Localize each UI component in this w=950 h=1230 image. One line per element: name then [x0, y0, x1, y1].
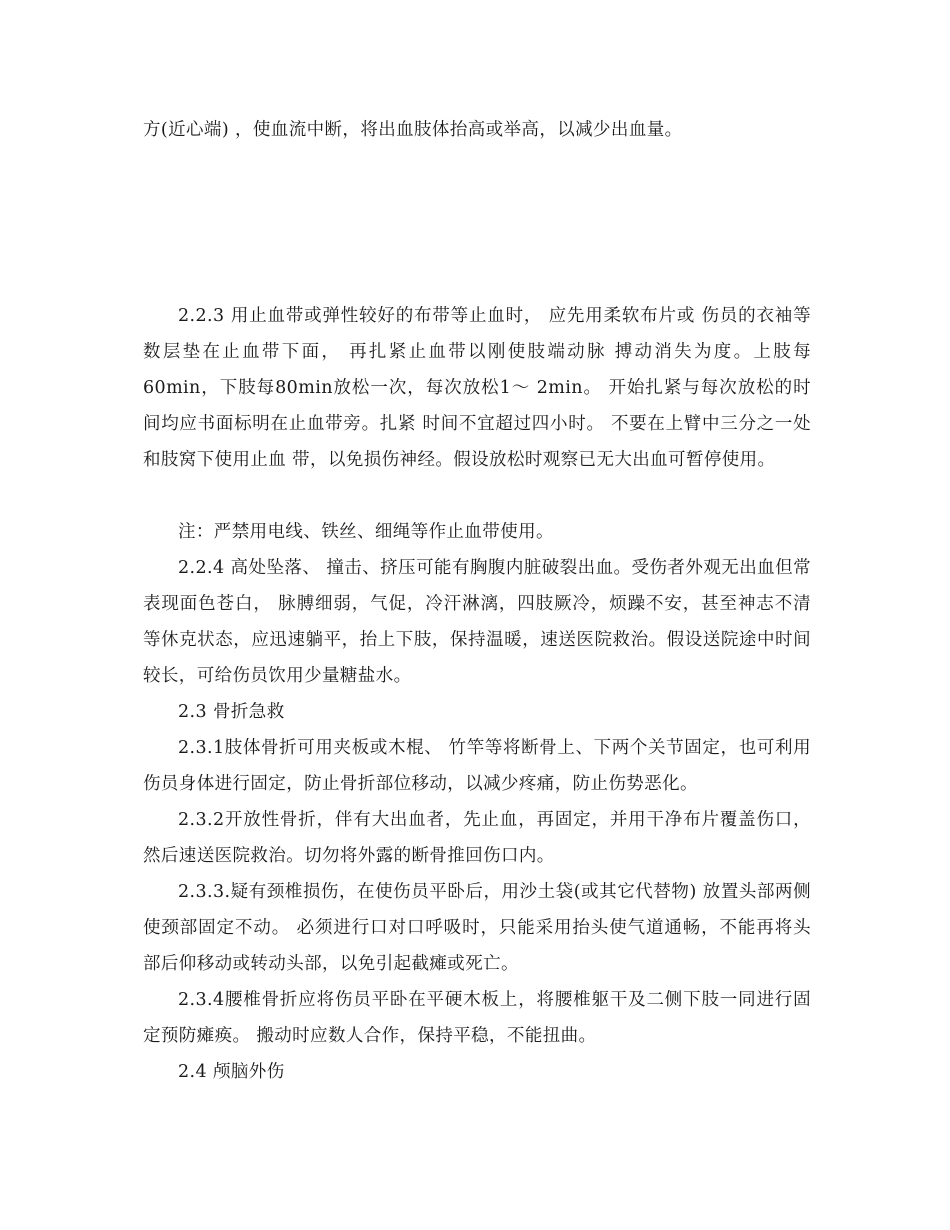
heading-2-4: 2.4 颅脑外伤 — [178, 1062, 285, 1082]
paragraph-2-2-3: 2.2.3 用止血带或弹性较好的布带等止血时， 应先用柔软布片或 伤员的衣袖等数层垫在止血带下面， 再扎紧止血带以刚使肢端动脉 搏动消失为度。上肢每60min，下肢每80min放松一次，每次放松1～ 2min。 开始扎紧与每次放松的时间均应书面标明在止血带旁。扎紧 时间不宜超过四小时。 不要在上臂中三分之一处和肢窝下使用止血 带，以免损伤神经。假设放松时观察已无大出血可暂停使用。 — [143, 306, 811, 470]
paragraph-continuation: 方(近心端) ，使血流中断，将出血肢体抬高或举高，以减少出血量。 — [143, 120, 683, 140]
paragraph-2-3-1: 2.3.1肢体骨折可用夹板或木棍、 竹竿等将断骨上、下两个关节固定，也可利用伤员身体进行固定，防止骨折部位移动，以减少疼痛，防止伤势恶化。 — [143, 738, 811, 794]
heading-2-3: 2.3 骨折急救 — [178, 702, 285, 722]
paragraph-2-3-4: 2.3.4腰椎骨折应将伤员平卧在平硬木板上，将腰椎躯干及二侧下肢一同进行固定预防瘫痪。 搬动时应数人合作，保持平稳，不能扭曲。 — [143, 990, 811, 1046]
paragraph-2-3-3: 2.3.3.疑有颈椎损伤，在使伤员平卧后，用沙土袋(或其它代替物) 放置头部两侧使颈部固定不动。 必须进行口对口呼吸时，只能采用抬头使气道通畅，不能再将头部后仰移动或转动头部，以免引起截瘫或死亡。 — [143, 882, 811, 974]
paragraph-2-3-2: 2.3.2开放性骨折，伴有大出血者，先止血，再固定，并用干净布片覆盖伤口，然后速送医院救治。切勿将外露的断骨推回伤口内。 — [143, 810, 811, 866]
paragraph-2-2-4: 2.2.4 高处坠落、 撞击、挤压可能有胸腹内脏破裂出血。受伤者外观无出血但常表现面色苍白， 脉膊细弱，气促，冷汗淋漓，四肢厥冷，烦躁不安，甚至神志不清等休克状态，应迅速躺平，抬上下肢，保持温暖，速送医院救治。假设送院途中时间较长，可给伤员饮用少量糖盐水。 — [143, 558, 811, 686]
paragraph-note: 注：严禁用电线、铁丝、细绳等作止血带使用。 — [178, 522, 554, 542]
